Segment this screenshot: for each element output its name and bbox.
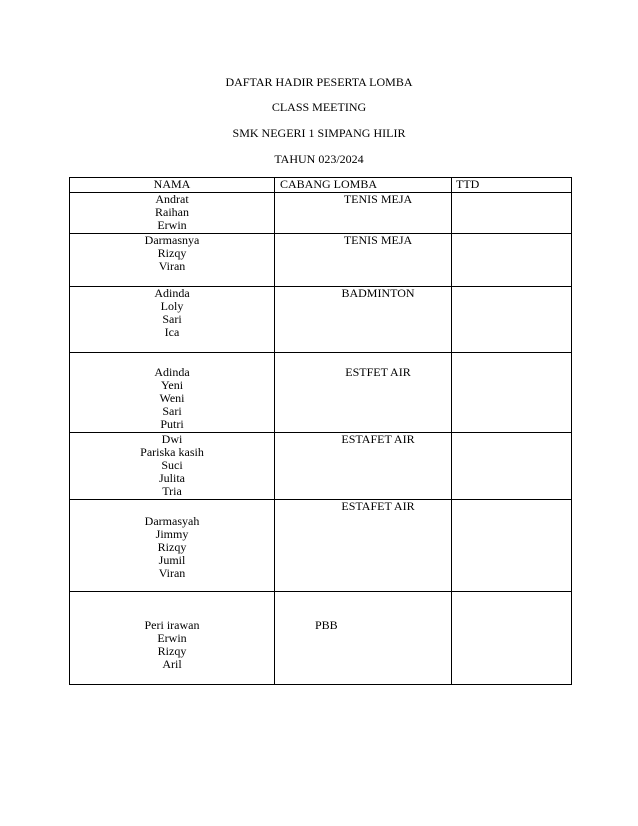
participant-name: Raihan: [155, 205, 189, 220]
participant-name: Aril: [162, 657, 182, 672]
column-header-cabang-lomba: CABANG LOMBA: [275, 178, 452, 193]
school-name: SMK NEGERI 1 SIMPANG HILIR: [232, 126, 406, 140]
table-row: [70, 591, 572, 684]
signature-cell: [452, 499, 572, 591]
participant-name: Rizqy: [157, 644, 187, 659]
table-header-row: [70, 178, 572, 193]
participant-names: [70, 591, 275, 684]
competition-branch: BADMINTON: [275, 286, 452, 352]
participant-name: Tria: [162, 484, 182, 499]
column-header-nama: NAMA: [70, 178, 275, 193]
participant-name: Putri: [160, 417, 184, 432]
table-row: [70, 193, 572, 234]
competition-branch: TENIS MEJA: [275, 233, 452, 286]
participant-name: Peri irawan: [144, 617, 200, 632]
competition-branch: ESTAFET AIR: [275, 432, 452, 499]
participant-name: Sari: [162, 404, 182, 419]
participant-name: Julita: [159, 471, 185, 486]
participant-names: [70, 352, 275, 432]
year-label: TAHUN 023/2024: [274, 152, 364, 166]
participant-name: Suci: [161, 458, 183, 473]
competition-branch: TENIS MEJA: [275, 193, 452, 234]
participant-name: Jimmy: [155, 526, 189, 541]
table-row: [70, 352, 572, 432]
participant-name: Loly: [160, 298, 184, 313]
signature-cell: [452, 432, 572, 499]
participant-names: [70, 432, 275, 499]
table-row: [70, 499, 572, 591]
participant-name: Rizqy: [157, 540, 187, 555]
competition-branch: PBB: [275, 591, 452, 684]
signature-cell: [452, 193, 572, 234]
attendance-table: [69, 177, 572, 685]
event-name: CLASS MEETING: [271, 100, 367, 114]
signature-cell: [452, 591, 572, 684]
table-row: [70, 233, 572, 286]
participant-name: Weni: [159, 391, 185, 406]
participant-name: Yeni: [160, 377, 184, 392]
participant-name: Dwi: [161, 432, 183, 446]
participant-name: Viran: [158, 566, 186, 581]
participant-name: Adinda: [154, 286, 190, 300]
competition-branch: ESTFET AIR: [275, 352, 452, 432]
participant-name: Viran: [158, 259, 186, 274]
participant-name: Rizqy: [157, 245, 187, 260]
participant-name: Erwin: [157, 630, 187, 645]
signature-cell: [452, 352, 572, 432]
column-header-ttd: TTD: [452, 178, 572, 193]
participant-name: Jumil: [158, 553, 186, 568]
participant-name: Erwin: [157, 218, 187, 233]
signature-cell: [452, 233, 572, 286]
signature-cell: [452, 286, 572, 352]
participant-name: Pariska kasih: [140, 444, 204, 459]
participant-name: Andrat: [155, 192, 189, 206]
participant-names: [70, 499, 275, 591]
table-row: [70, 286, 572, 352]
participant-name: Darmasyah: [144, 513, 200, 528]
participant-names: [70, 286, 275, 352]
participant-name: Darmasnya: [144, 233, 200, 247]
participant-name: Adinda: [154, 364, 190, 379]
participant-names: [70, 233, 275, 286]
document-title: DAFTAR HADIR PESERTA LOMBA: [225, 75, 413, 89]
table-row: [70, 432, 572, 499]
participant-names: [70, 193, 275, 234]
participant-name: Sari: [162, 312, 182, 327]
participant-name: Ica: [164, 325, 180, 340]
competition-branch: ESTAFET AIR: [275, 499, 452, 591]
